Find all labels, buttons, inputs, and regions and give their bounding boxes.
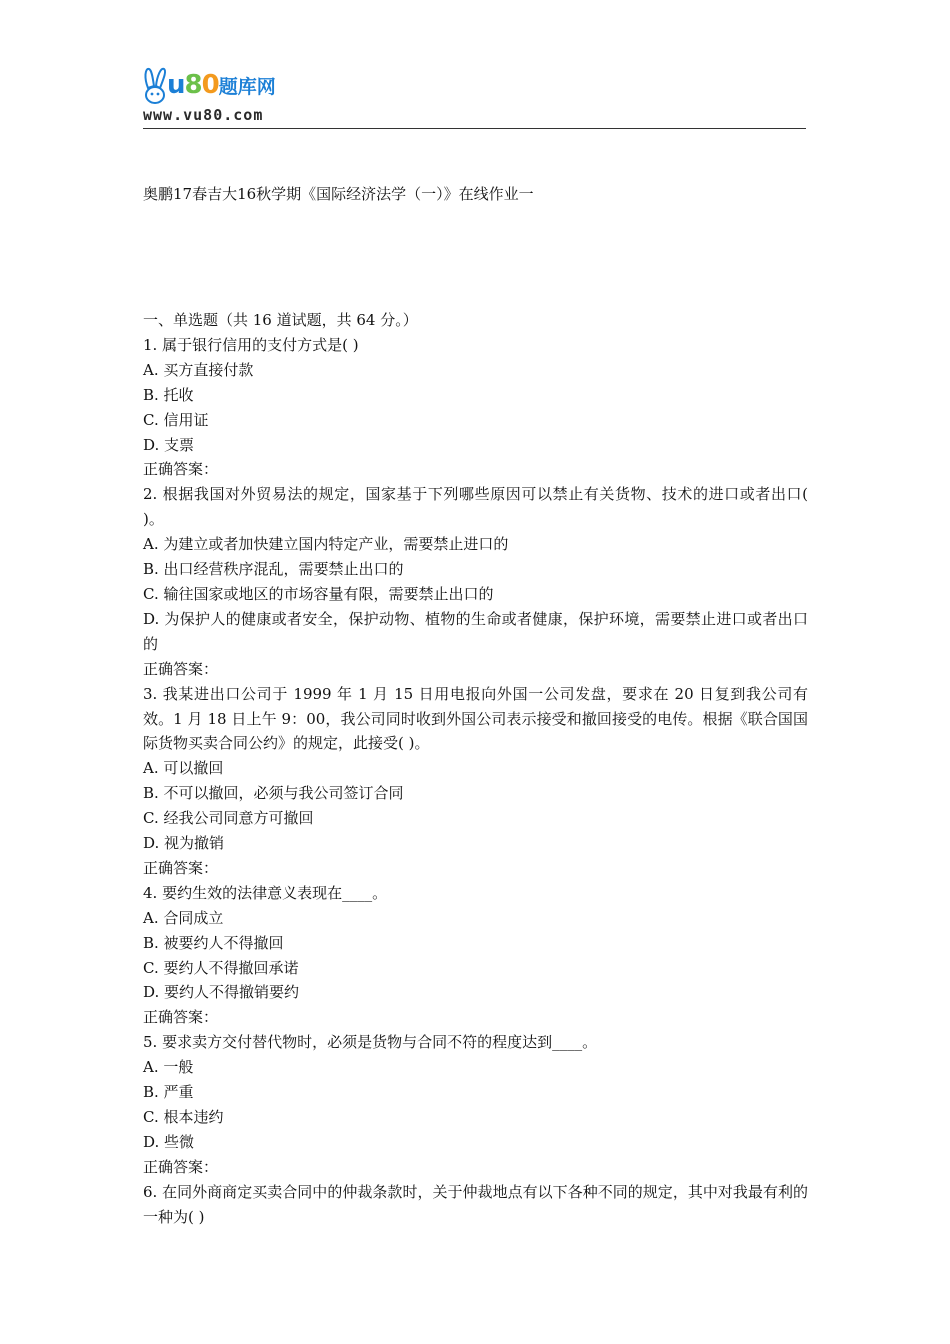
logo-digit-8: 8 [184,70,202,100]
option: A. 为建立或者加快建立国内特定产业，需要禁止进口的 [143,535,509,554]
answer-label: 正确答案： [143,460,219,479]
header-divider [143,128,806,129]
bunny-logo-icon [143,66,169,106]
logo-wordmark [167,70,276,102]
question-text: 3. 我某进出口公司于 1999 年 1 月 15 日用电报向外国一公司发盘，要求在 20 日复到我公司有效。1 月 18 日上午 9：00，我公司同时收到外国公司表示接受和撤回接受的电传。根据《联合国国际货物买卖合同公约》的规定，此接受( )。 [143,684,808,753]
question-list [143,308,808,1230]
option: C. 信用证 [143,410,209,429]
option: C. 根本违约 [143,1108,224,1126]
vu80-logo [143,62,343,128]
document-title: 奥鹏17春吉大16秋学期《国际经济法学（一）》在线作业一 [143,185,534,203]
option: B. 被要约人不得撤回 [143,933,284,952]
option: D. 视为撤销 [143,834,225,853]
logo-chinese-name: 题库网 [218,76,276,98]
section-heading: 一、单选题（共 16 道试题，共 64 分。） [143,311,418,329]
answer-label: 正确答案： [143,1008,219,1027]
answer-label: 正确答案： [143,858,219,877]
option: A. 合同成立 [143,908,224,927]
option: D. 为保护人的健康或者安全，保护动物、植物的生命或者健康，保护环境，需要禁止进口或者出口的 [143,609,808,653]
question-text: 1. 属于银行信用的支付方式是( ) [143,335,359,354]
option: A. 可以撤回 [143,759,224,778]
option: B. 严重 [143,1083,194,1102]
option: D. 些微 [143,1132,195,1151]
option: C. 要约人不得撤回承诺 [143,958,299,977]
option: A. 一般 [143,1058,194,1077]
question-text: 2. 根据我国对外贸易法的规定，国家基于下列哪些原因可以禁止有关货物、技术的进口或者出口( )。 [143,485,808,529]
option: D. 支票 [143,435,195,454]
option: A. 买方直接付款 [143,360,254,379]
question-text: 5. 要求卖方交付替代物时，必须是货物与合同不符的程度达到____。 [143,1033,598,1052]
option: D. 要约人不得撤销要约 [143,983,300,1002]
logo-digit-0: 0 [201,70,219,100]
option: B. 托收 [143,385,194,404]
option: B. 不可以撤回，必须与我公司签订合同 [143,784,404,803]
logo-url: www.vu80.com [143,106,264,124]
question-text: 6. 在同外商商定买卖合同中的仲裁条款时，关于仲裁地点有以下各种不同的规定，其中对我最有利的一种为( ) [143,1182,808,1226]
option: C. 经我公司同意方可撤回 [143,809,314,828]
answer-label: 正确答案： [143,659,219,678]
option: C. 输往国家或地区的市场容量有限，需要禁止出口的 [143,584,494,603]
option: B. 出口经营秩序混乱，需要禁止出口的 [143,560,404,579]
logo-letter-u: u [167,70,185,100]
answer-label: 正确答案： [143,1157,219,1176]
question-text: 4. 要约生效的法律意义表现在____。 [143,883,388,902]
